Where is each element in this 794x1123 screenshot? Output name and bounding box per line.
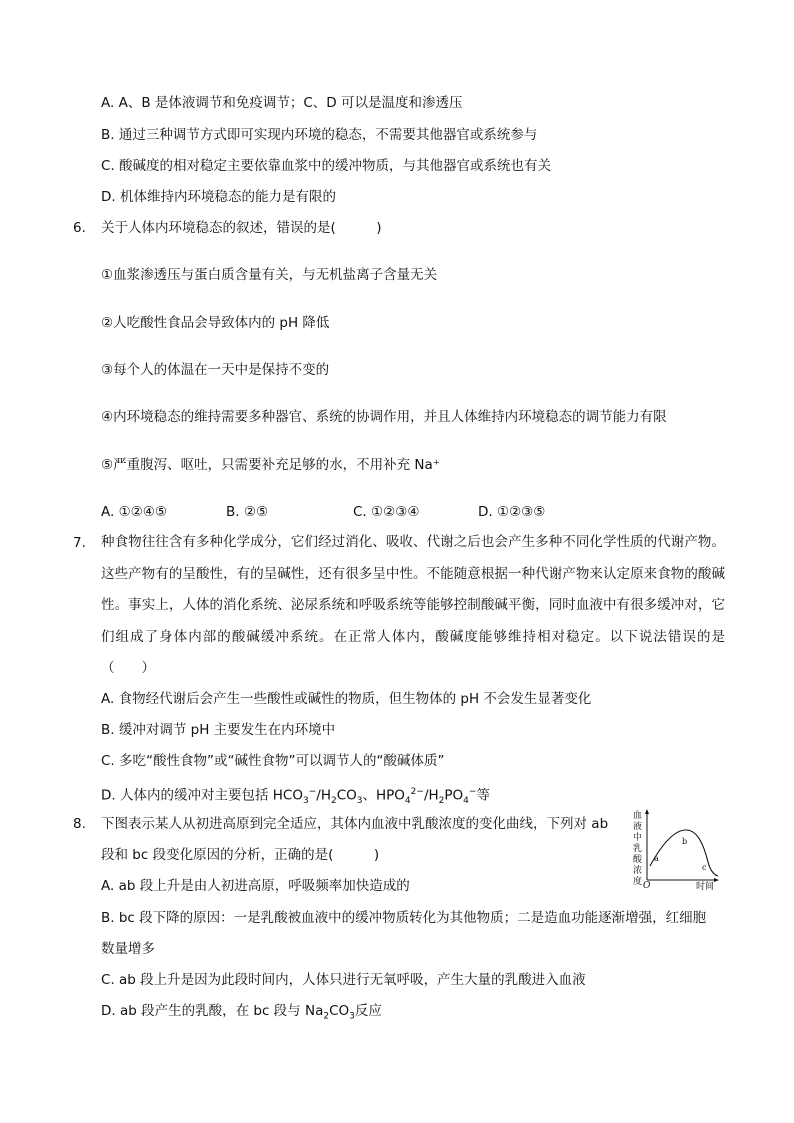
q8-lactate-curve-figure (630, 808, 722, 890)
point-b-label: b (682, 837, 688, 846)
q6-number: 6. (73, 220, 86, 236)
q7-option-c: C. 多吃“酸性食物”或“碱性食物”可以调节人的“酸碱体质” (101, 753, 445, 769)
q6-statement-3: ③每个人的体温在一天中是保持不变的 (101, 362, 330, 378)
q8-stem-line2: 段和 bc 段变化原因的分析，正确的是( ) (101, 847, 380, 863)
y-axis-label (633, 810, 643, 887)
q8-option-b-line2: 数量增多 (101, 941, 155, 957)
q8-option-d: D. ab 段产生的乳酸，在 bc 段与 $Na_2CO_3$反应 (101, 1003, 382, 1022)
q5-option-a: A. A、B 是体液调节和免疫调节；C、D 可以是温度和渗透压 (101, 95, 463, 111)
x-axis-arrow-icon (714, 878, 719, 882)
q6-statement-4: ④内环境稳态的维持需要多种器官、系统的协调作用，并且人体维持内环境稳态的调节能力有限 (101, 409, 667, 425)
q7-option-a: A. 食物经代谢后会产生一些酸性或碱性的物质，但生物体的 pH 不会发生显著变化 (101, 691, 592, 707)
y-axis-arrow-icon (645, 809, 649, 814)
q7-number: 7. (73, 535, 86, 551)
svg-text:中: 中 (633, 833, 643, 843)
svg-text:乳: 乳 (633, 844, 643, 854)
q6-stem: 关于人体内环境稳态的叙述，错误的是( ) (101, 220, 382, 236)
point-c-label: c (702, 863, 707, 872)
q8-option-c: C. ab 段上升是因为此段时间内，人体只进行无氧呼吸，产生大量的乳酸进入血液 (101, 972, 586, 988)
origin-label: O (643, 881, 651, 890)
q8-option-b-line1: B. bc 段下降的原因：一是乳酸被血液中的缓冲物质转化为其他物质；二是造血功能逐渐增强，红细胞 (101, 910, 707, 926)
q8-stem-line1: 下图表示某人从初进高原到完全适应，其体内血液中乳酸浓度的变化曲线，下列对 ab (101, 816, 609, 832)
q5-option-d: D. 机体维持内环境稳态的能力是有限的 (101, 189, 336, 205)
q7-option-b: B. 缓冲对调节 pH 主要发生在内环境中 (101, 722, 336, 738)
q6-statement-5: ⑤严重腹泻、呕吐，只需要补充足够的水，不用补充 Na⁺ (101, 457, 440, 473)
q5-option-c: C. 酸碱度的相对稳定主要依靠血浆中的缓冲物质，与其他器官或系统也有关 (101, 158, 552, 174)
q6-option-a: A. ①②④⑤ (101, 504, 167, 520)
q6-options (101, 502, 545, 522)
q8-number: 8. (73, 816, 86, 832)
q6-option-c: C. ①②③④ (353, 504, 420, 520)
q8-option-d-suffix: 反应 (354, 1003, 382, 1019)
q6-option-b: B. ②⑤ (226, 504, 269, 520)
q7-stem: 种食物往往含有多种化学成分，它们经过消化、吸收、代谢之后也会产生多种不同化学性质的代谢产物。这些产物有的呈酸性，有的呈碱性，还有很多呈中性。不能随意根据一种代谢产物来认定原来食物的酸碱性。事实上，人体的消化系统、泌尿系统和呼吸系统等能够控制酸碱平衡，同时血液中有很多缓冲对，它们组成了身体内部的酸碱缓冲系统。在正常人体内，酸碱度能够维持相对稳定。以下说法错误的是（ ） (101, 534, 725, 676)
q5-option-b: B. 通过三种调节方式即可实现内环境的稳态，不需要其他器官或系统参与 (101, 127, 538, 143)
q7-option-d: D. 人体内的缓冲对主要包括 $HCO_3^-/H_2CO_3$、$HPO_4^{2-}/H_2PO_4^-$等 (101, 787, 490, 807)
x-axis-label: 时间 (696, 882, 715, 890)
svg-text:浓: 浓 (633, 866, 643, 876)
svg-text:度: 度 (633, 877, 643, 887)
point-a-label: a (654, 854, 659, 863)
q8-option-d-prefix: D. ab 段产生的乳酸，在 bc 段与 Na (101, 1003, 324, 1019)
svg-text:酸: 酸 (633, 855, 643, 865)
q6-statement-1: ①血浆渗透压与蛋白质含量有关，与无机盐离子含量无关 (101, 267, 438, 283)
q6-option-d: D. ①②③⑤ (478, 504, 546, 520)
q8-option-a: A. ab 段上升是由人初进高原，呼吸频率加快造成的 (101, 878, 410, 894)
svg-text:液: 液 (633, 822, 643, 832)
svg-text:血: 血 (633, 811, 643, 821)
q6-statement-2: ②人吃酸性食品会导致体内的 pH 降低 (101, 315, 330, 331)
